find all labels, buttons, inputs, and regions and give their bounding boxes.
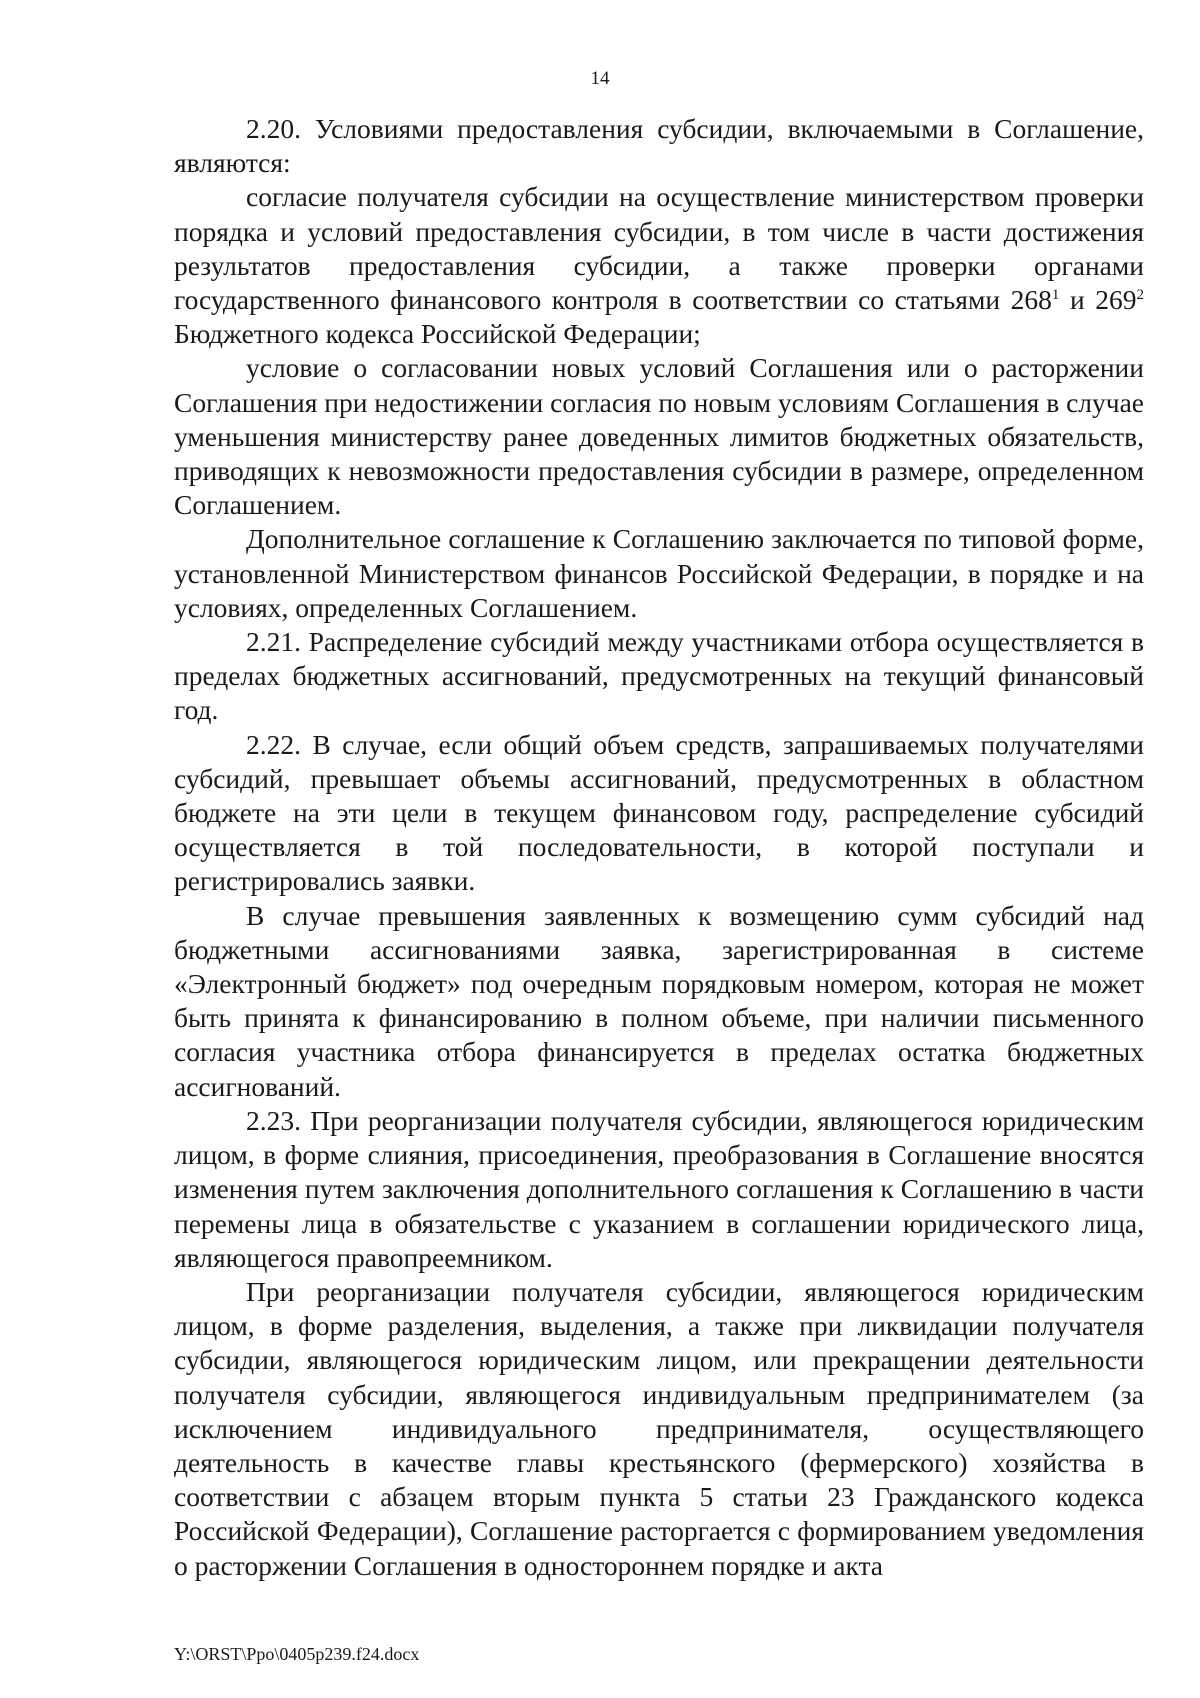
paragraph-reorganization: При реорганизации получателя субсидии, являющегося юридическим лицом, в форме разделения, выделения, а также при ликвидации получателя субсидии, являющегося юридическим лицом, или прекращении деятельности получателя субсидии, являющегося индивидуальным предпринимателем (за исключением индивидуального предпринимателя, осуществляющего деятельность в качестве главы крестьянского (фермерского) хозяйства в соответствии с абзацем вторым пункта 5 статьи 23 Гражданского кодекса Российской Федерации), Соглашение расторгается с формированием уведомления о расторжении Соглашения в одностороннем порядке и акта (174, 1275, 1144, 1581)
paragraph-additional-agreement: Дополнительное соглашение к Соглашению заключается по типовой форме, установленной Министерством финансов Российской Федерации, в порядке и на условиях, определенных Соглашением. (174, 523, 1144, 623)
paragraph-consent (174, 180, 1144, 351)
paragraph-2-22: 2.22. В случае, если общий объем средств, запрашиваемых получателями субсидий, превышает объемы ассигнований, предусмотренных в областном бюджете на эти цели в текущем финансовом году, распределение субсидий осуществляется в той последовательности, в которой поступали и регистрировались заявки. (174, 728, 1144, 897)
paragraph-consent-text-a: согласие получателя субсидии на осуществление министерством проверки порядка и условий предоставления субсидии, в том числе в части достижения результатов предоставления субсидии, а также проверки органами государственного финансового контроля в соответствии со статьями 268 (174, 181, 1144, 316)
page-number: 14 (590, 68, 610, 89)
paragraph-excess: В случае превышения заявленных к возмещению сумм субсидий над бюджетными ассигнованиями заявка, зарегистрированная в системе «Электронный бюджет» под очередным порядковым номером, которая не может быть принята к финансированию в полном объеме, при наличии письменного согласия участника отбора финансируется в пределах остатка бюджетных ассигнований. (174, 899, 1144, 1102)
paragraph-consent-text-b: и 269 (1059, 284, 1137, 316)
paragraph-condition: условие о согласовании новых условий Соглашения или о расторжении Соглашения при недостижении согласия по новым условиям Соглашения в случае уменьшения министерству ранее доведенных лимитов бюджетных обязательств, приводящих к невозможности предоставления субсидии в размере, определенном Соглашением. (174, 352, 1144, 521)
paragraph-2-23: 2.23. При реорганизации получателя субсидии, являющегося юридическим лицом, в форме слияния, присоединения, преобразования в Соглашение вносятся изменения путем заключения дополнительного соглашения к Соглашению в части перемены лица в обязательстве с указанием в соглашении юридического лица, являющегося правопреемником. (174, 1104, 1144, 1273)
paragraph-2-21: 2.21. Распределение субсидий между участниками отбора осуществляется в пределах бюджетных ассигнований, предусмотренных на текущий финансовый год. (174, 626, 1144, 726)
file-path-footer: Y:\ORST\Ppo\0405p239.f24.docx (174, 1644, 420, 1664)
superscript-2: 2 (1136, 287, 1144, 304)
document-body (174, 112, 1144, 1583)
paragraph-consent-text-c: Бюджетного кодекса Российской Федерации; (174, 318, 701, 350)
superscript-1: 1 (1051, 287, 1060, 304)
paragraph-2-20: 2.20. Условиями предоставления субсидии, включаемыми в Соглашение, являются: (174, 113, 1144, 179)
